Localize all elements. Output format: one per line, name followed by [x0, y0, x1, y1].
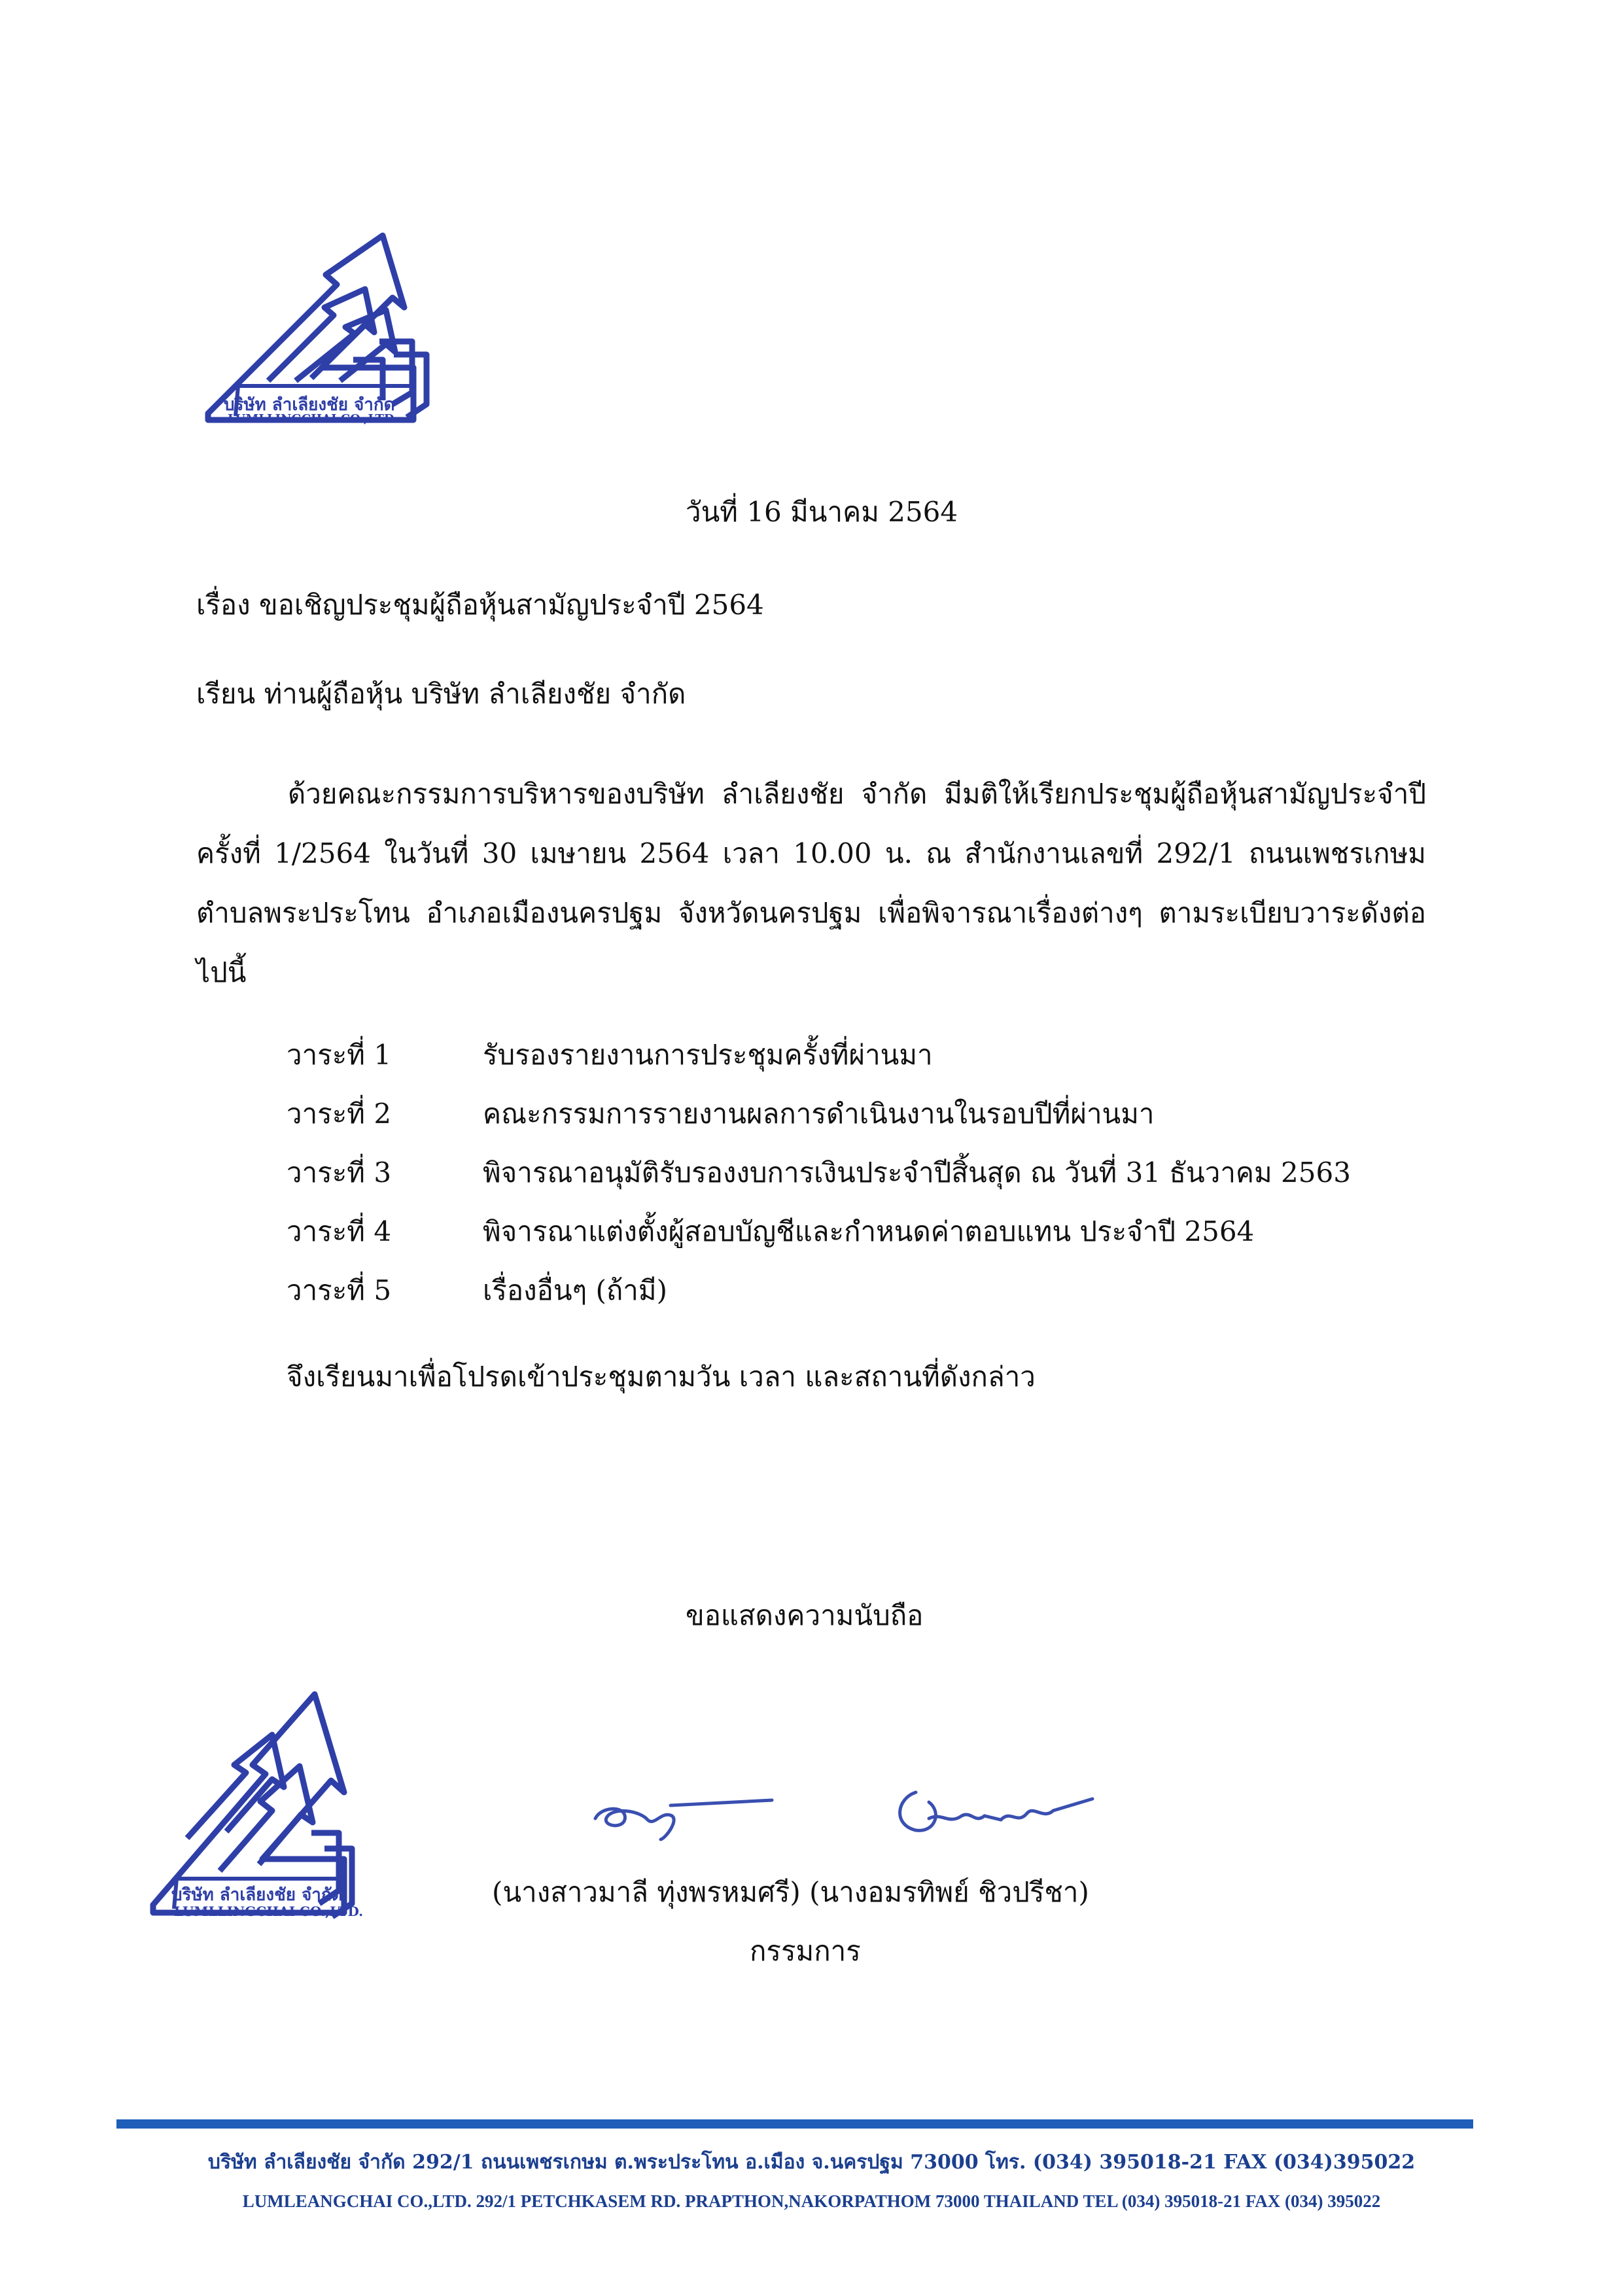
regards: ขอแสดงความนับถือ [686, 1599, 924, 1631]
footer-rule [116, 2119, 1473, 2129]
agenda-label: วาระที่ 1 [287, 1039, 392, 1071]
agenda-text: คณะกรรมการรายงานผลการดำเนินงานในรอบปีที่ผ่านมา [483, 1098, 1155, 1130]
logo-name-th: บริษัท ลำเลียงชัย จำกัด [171, 1885, 343, 1905]
agenda-text: พิจารณาอนุมัติรับรองงบการเงินประจำปีสิ้นสุด ณ วันที่ 31 ธันวาคม 2563 [483, 1157, 1351, 1189]
letter-salutation: เรียน ท่านผู้ถือหุ้น บริษัท ลำเลียงชัย จำกัด [196, 678, 686, 710]
footer-address-en: LUMLEANGCHAI CO.,LTD. 292/1 PETCHKASEM RD. PRAPTHON,NAKORPATHOM 73000 THAILAND TEL (034) 395018-21 FAX (034) 395022 [242, 2191, 1381, 2211]
logo-name-en: LUMLLINGCHAI CO.,LTD. [174, 1904, 364, 1919]
letter-subject: เรื่อง ขอเชิญประชุมผู้ถือหุ้นสามัญประจำปี 2564 [196, 589, 764, 621]
letter-body-text: ด้วยคณะกรรมการบริหารของบริษัท ลำเลียงชัย จำกัด มีมติให้เรียกประชุมผู้ถือหุ้นสามัญประจำปี ครั้งที่ 1/2564 ในวันที่ 30 เมษายน 2564 เวลา 10.00 น. ณ สำนักงานเลขที่ 292/1 ถนนเพชรเกษม ตำบลพระประโทน อำเภอเมืองนครปฐม จังหวัดนครปฐม เพื่อพิจารณาเรื่องต่างๆ ตามระเบียบวาระดังต่อไปนี้ [196, 778, 1426, 988]
agenda-text: รับรองรายงานการประชุมครั้งที่ผ่านมา [483, 1039, 933, 1071]
logo-name-th: บริษัท ลำเลียงชัย จำกัด [224, 395, 395, 415]
agenda-label: วาระที่ 4 [287, 1215, 392, 1247]
signature-1 [589, 1779, 785, 1845]
signature-2 [890, 1773, 1099, 1845]
agenda-label: วาระที่ 3 [287, 1157, 392, 1189]
agenda-label: วาระที่ 5 [287, 1274, 392, 1306]
agenda-text: เรื่องอื่นๆ (ถ้ามี) [483, 1274, 667, 1306]
company-logo-top [196, 229, 497, 445]
company-logo-bottom [148, 1688, 423, 1930]
signatory-names: (นางสาวมาลี ทุ่งพรหมศรี) (นางอมรทิพย์ ชิวปรีชา) [492, 1876, 1089, 1908]
logo-name-en: LUMLLINGCHAI CO.,LTD. [228, 412, 398, 426]
closing-line: จึงเรียนมาเพื่อโปรดเข้าประชุมตามวัน เวลา และสถานที่ดังกล่าว [287, 1361, 1036, 1393]
agenda-label: วาระที่ 2 [287, 1098, 392, 1130]
signatory-title: กรรมการ [750, 1935, 861, 1967]
agenda-text: พิจารณาแต่งตั้งผู้สอบบัญชีและกำหนดค่าตอบแทน ประจำปี 2564 [483, 1215, 1255, 1247]
letter-date: วันที่ 16 มีนาคม 2564 [686, 496, 958, 528]
footer-address-th: บริษัท ลำเลียงชัย จำกัด 292/1 ถนนเพชรเกษม ต.พระประโทน อ.เมือง จ.นครปฐม 73000 โทร. (034) 395018-21 FAX (034)395022 [207, 2151, 1416, 2174]
letter-body [196, 764, 1426, 1002]
